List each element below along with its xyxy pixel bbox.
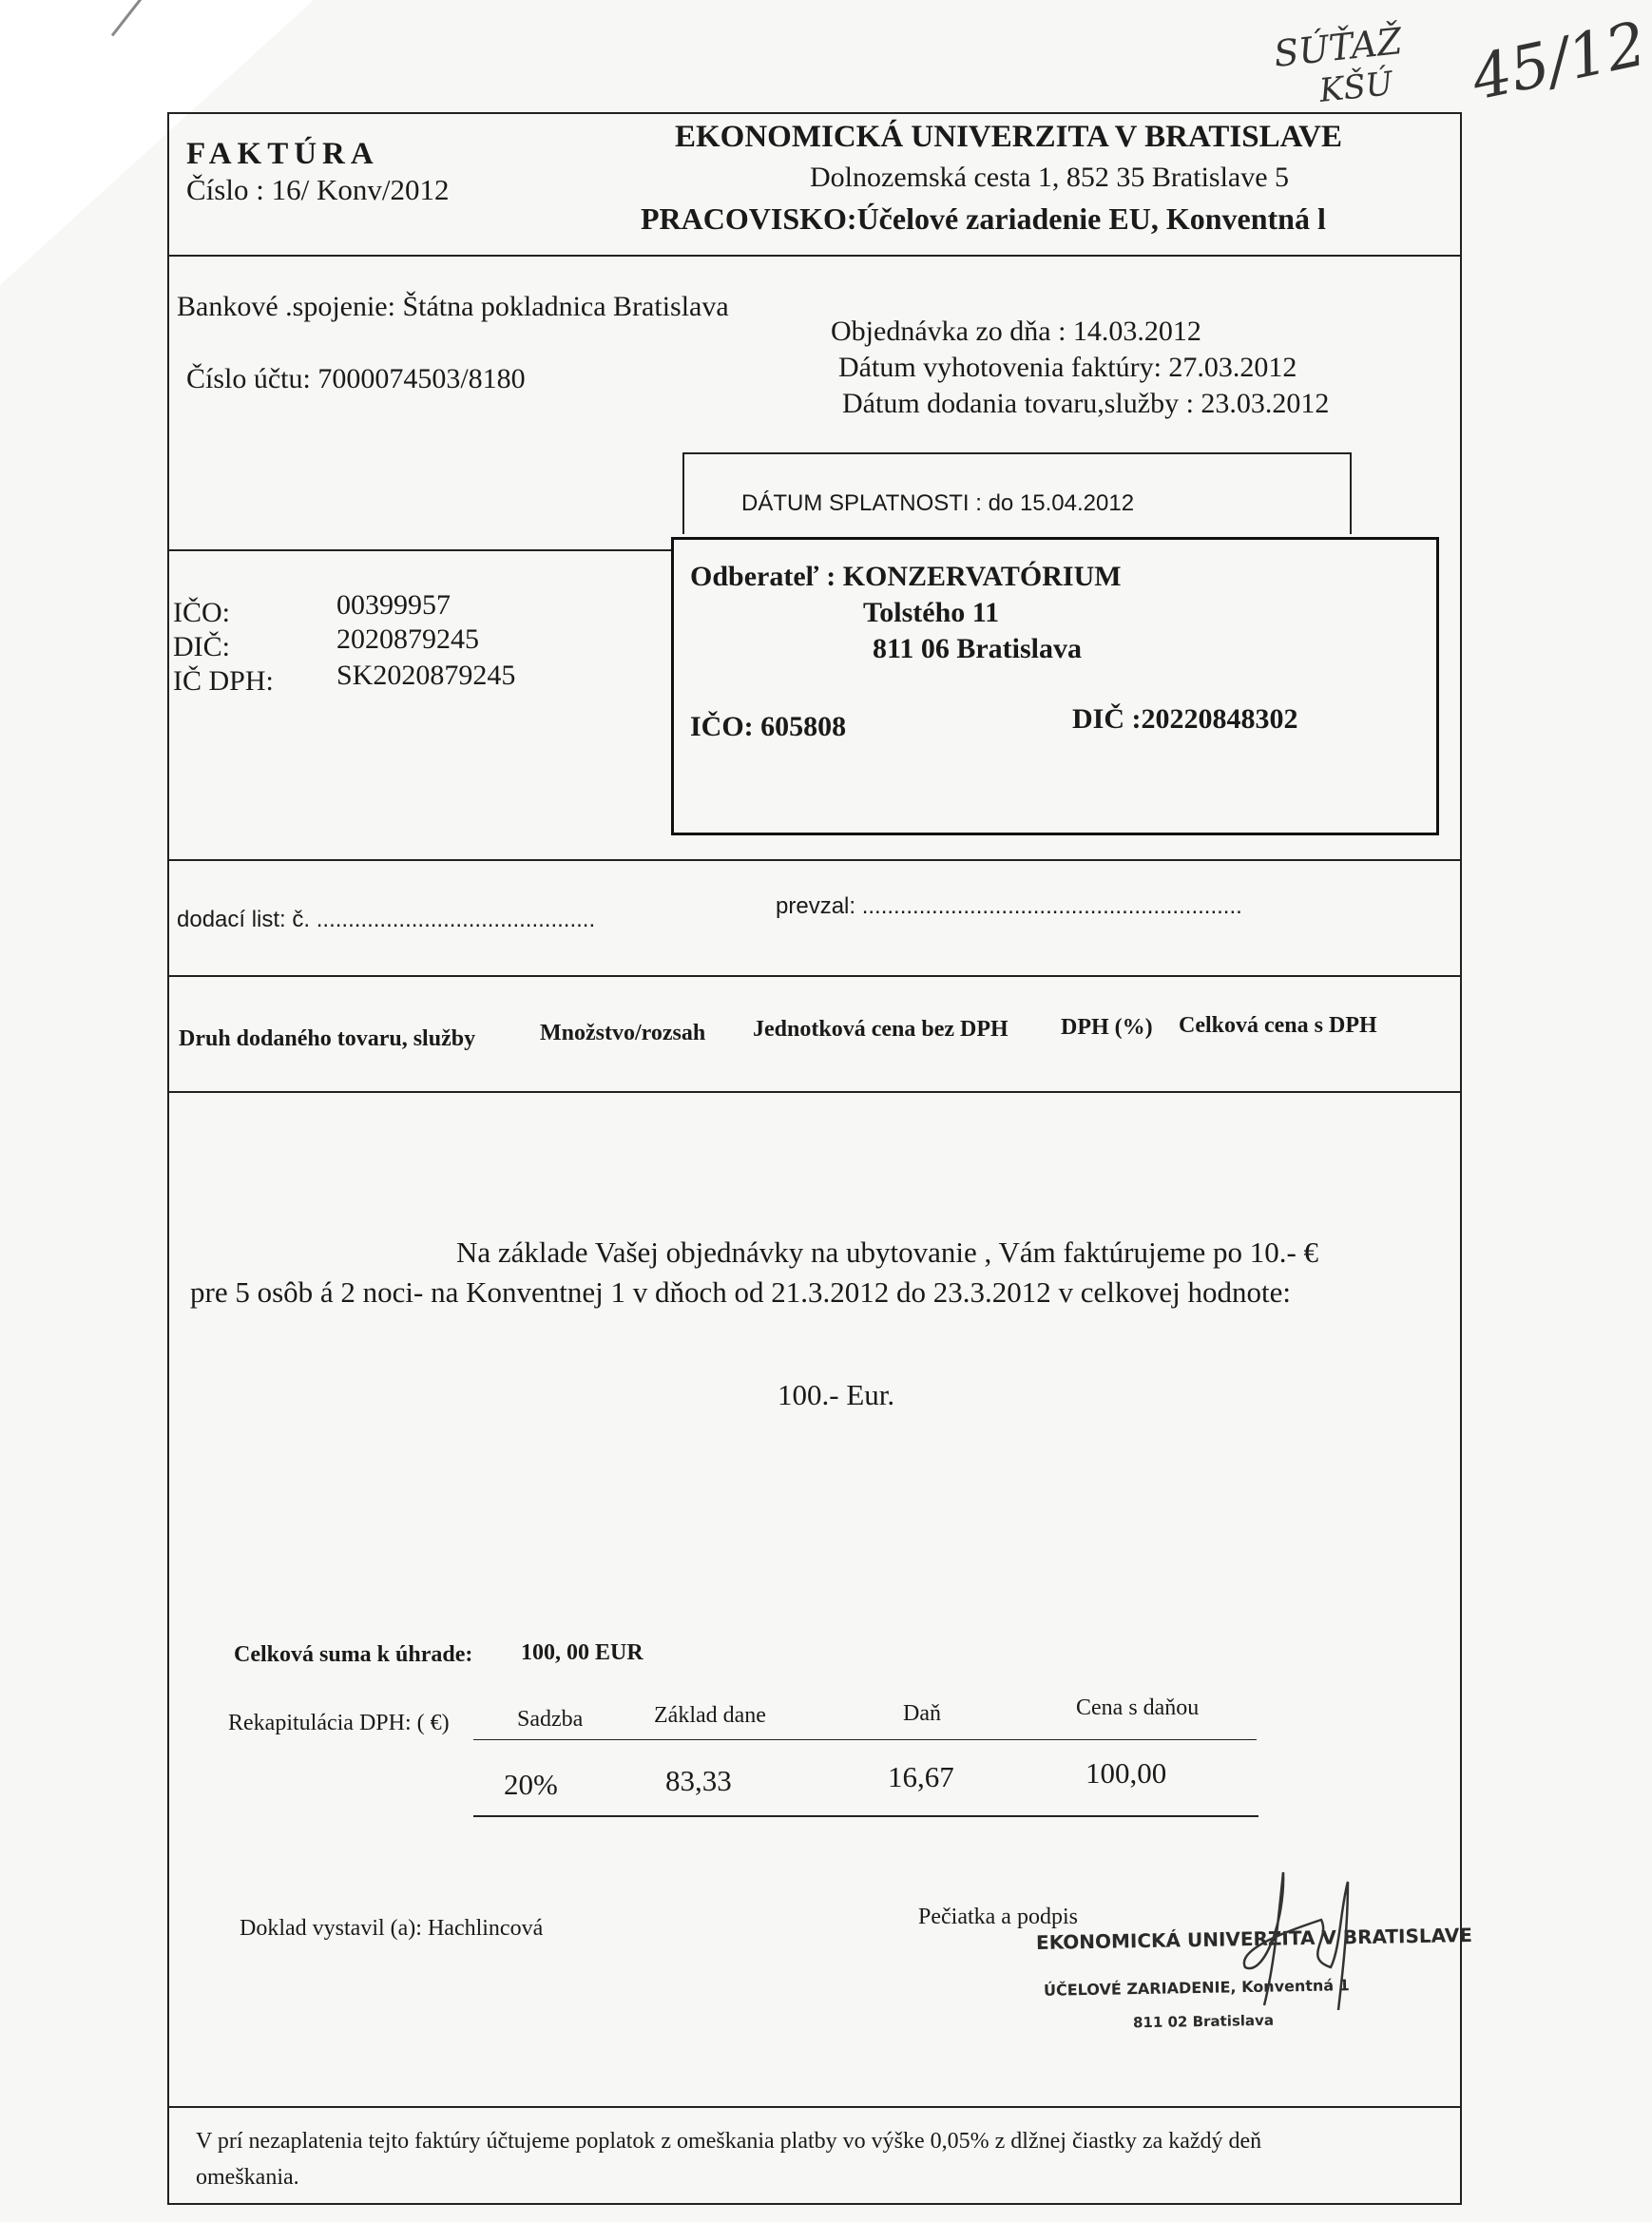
supplier-icdph-value: SK2020879245	[336, 660, 516, 691]
customer-dic: DIČ :20220848302	[1072, 703, 1298, 735]
divider-bank	[167, 549, 671, 551]
stamp-line-2: ÚČELOVÉ ZARIADENIE, Konventná 1	[1043, 1976, 1350, 2000]
bank-account: Číslo účtu: 7000074503/8180	[186, 363, 526, 394]
total-sum-label: Celková suma k úhrade:	[234, 1642, 473, 1667]
divider-footer	[167, 2106, 1462, 2108]
invoice-number: Číslo : 16/ Konv/2012	[186, 173, 450, 206]
stamp-line-3: 811 02 Bratislava	[1132, 2011, 1275, 2032]
vat-recap-top-rule	[473, 1739, 1257, 1740]
supplier-ico-label: IČO:	[173, 597, 230, 628]
handwritten-registry-number: 45/12	[1466, 9, 1652, 115]
divider-delivery	[167, 975, 1462, 977]
delivery-date: Dátum dodania tovaru,služby : 23.03.2012	[842, 388, 1330, 419]
handwritten-note-sub: KŠÚ	[1317, 65, 1395, 110]
stamp-label: Pečiatka a podpis	[918, 1905, 1078, 1929]
customer-name: Odberateľ : KONZERVATÓRIUM	[690, 561, 1122, 592]
column-unit-price: Jednotková cena bez DPH	[753, 1017, 1008, 1042]
supplier-icdph-label: IČ DPH:	[173, 665, 274, 697]
invoice-text-line-1: Na základe Vašej objednávky na ubytovanie , Vám faktúrujeme po 10.- €	[456, 1236, 1319, 1269]
vat-tax: 16,67	[888, 1760, 954, 1793]
supplier-dic-value: 2020879245	[336, 623, 479, 655]
divider-header	[167, 255, 1462, 257]
late-fee-note-line-2: omeškania.	[196, 2165, 299, 2190]
column-total: Celková cena s DPH	[1179, 1013, 1377, 1038]
divider-ids	[167, 859, 1462, 861]
bank-connection: Bankové .spojenie: Štátna pokladnica Bratislava	[177, 291, 729, 322]
vat-base: 83,33	[665, 1764, 732, 1797]
customer-city: 811 06 Bratislava	[873, 633, 1083, 664]
issuer-name: EKONOMICKÁ UNIVERZITA V BRATISLAVE	[675, 120, 1343, 154]
divider-items-header	[167, 1091, 1462, 1093]
document-title: FAKTÚRA	[186, 137, 379, 171]
vat-rate: 20%	[504, 1768, 558, 1801]
due-date: DÁTUM SPLATNOSTI : do 15.04.2012	[741, 490, 1135, 516]
customer-street: Tolstého 11	[863, 597, 1000, 628]
vat-recap-col-tax: Daň	[903, 1701, 941, 1726]
column-quantity: Množstvo/rozsah	[540, 1021, 706, 1045]
total-sum-value: 100, 00 EUR	[521, 1640, 644, 1665]
invoice-text-line-2: pre 5 osôb á 2 noci- na Konventnej 1 v dňoch od 21.3.2012 do 23.3.2012 v celkovej hodnote:	[190, 1275, 1291, 1309]
issue-date: Dátum vyhotovenia faktúry: 27.03.2012	[838, 352, 1297, 383]
stamp-line-1: EKONOMICKÁ UNIVERZITA V BRATISLAVE	[1035, 1923, 1473, 1955]
vat-recap-col-total: Cena s daňou	[1076, 1695, 1200, 1720]
customer-ico: IČO: 605808	[690, 711, 847, 742]
issuer-address: Dolnozemská cesta 1, 852 35 Bratislave 5	[810, 162, 1290, 193]
invoice-amount: 100.- Eur.	[778, 1378, 895, 1411]
vat-recap-label: Rekapitulácia DPH: ( €)	[228, 1711, 450, 1735]
vat-recap-col-base: Základ dane	[654, 1703, 766, 1728]
order-date: Objednávka zo dňa : 14.03.2012	[831, 316, 1201, 347]
signature	[1236, 1863, 1359, 2015]
supplier-ico-value: 00399957	[336, 589, 451, 621]
issuer-workplace: PRACOVISKO:Účelové zariadenie EU, Konventná l	[641, 201, 1326, 236]
delivery-note: dodací list: č. ............................................	[177, 907, 596, 932]
received-by: prevzal: ............................................................	[776, 893, 1242, 919]
vat-recap-col-rate: Sadzba	[517, 1707, 584, 1732]
column-vat-percent: DPH (%)	[1061, 1015, 1153, 1040]
column-description: Druh dodaného tovaru, služby	[179, 1026, 476, 1051]
vat-recap-bottom-rule	[473, 1815, 1258, 1817]
vat-total-with-tax: 100,00	[1085, 1756, 1167, 1790]
late-fee-note-line-1: V prí nezaplatenia tejto faktúry účtujeme poplatok z omeškania platby vo výške 0,05% z dlžnej čiastky za každý deň	[196, 2129, 1262, 2154]
supplier-dic-label: DIČ:	[173, 631, 230, 662]
issued-by: Doklad vystavil (a): Hachlincová	[240, 1916, 544, 1941]
handwritten-note: SÚŤAŽ	[1272, 20, 1405, 75]
